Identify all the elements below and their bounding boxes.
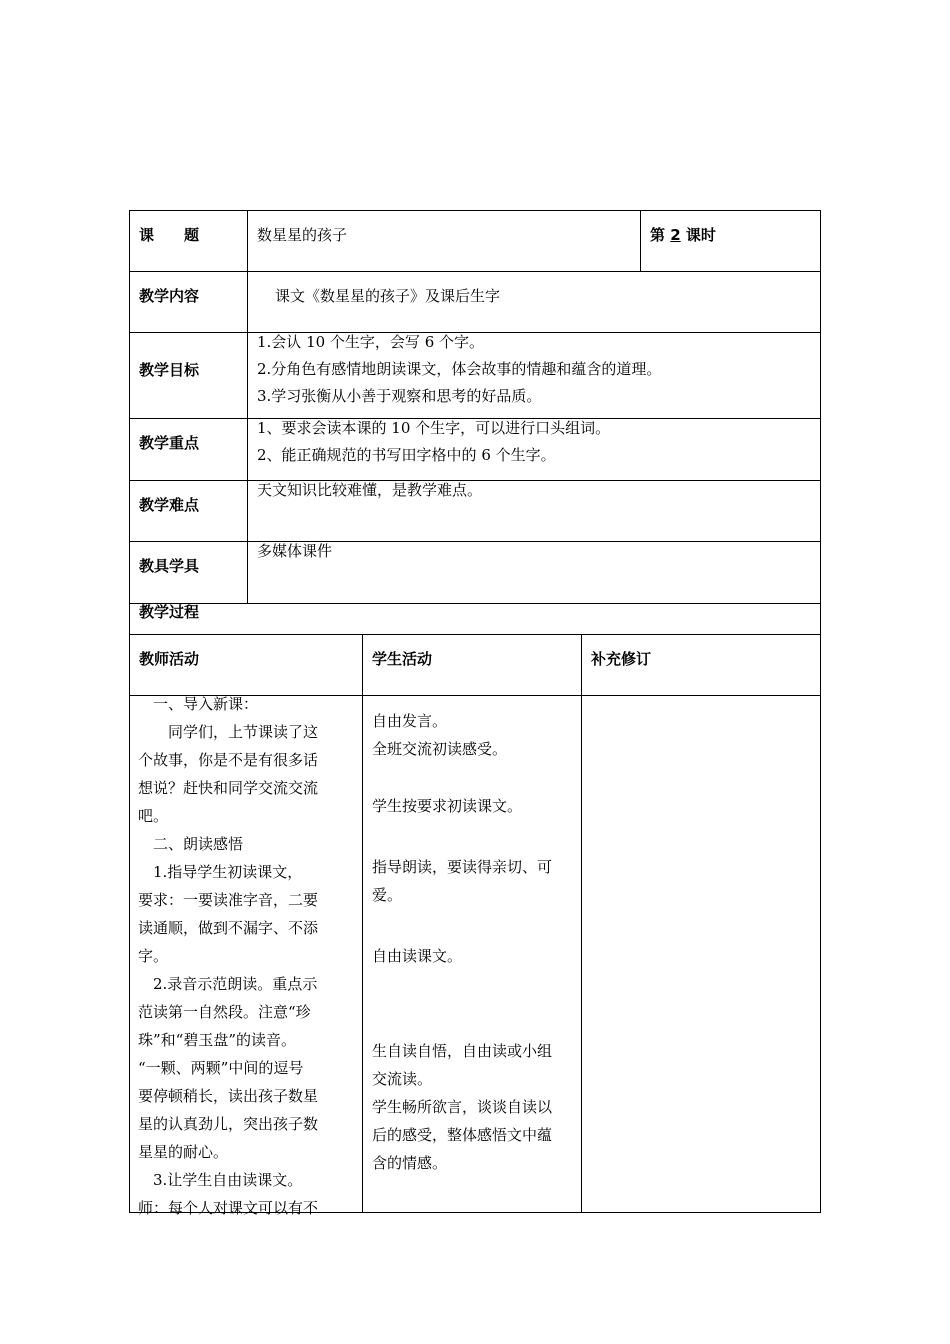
table-border (820, 210, 821, 1213)
student-item: 生自读自悟，自由读或小组 (372, 1042, 553, 1060)
notes-cell[interactable] (582, 696, 820, 1212)
content-label: 教学内容 (139, 287, 200, 305)
teacher-line: 个故事，你是不是有很多话 (138, 751, 319, 769)
student-item: 后的感受，整体感悟文中蕴 (372, 1126, 553, 1144)
table-border (129, 210, 821, 211)
col-notes-header: 补充修订 (591, 650, 652, 668)
table-border (129, 541, 821, 542)
student-item: 爱。 (372, 886, 403, 904)
table-border (247, 210, 248, 603)
teacher-line: 字。 (138, 947, 169, 965)
topic-label: 课 题 (139, 226, 200, 244)
teacher-line: 星的认真劲儿，突出孩子数 (138, 1115, 319, 1133)
goal-item: 3.学习张衡从小善于观察和思考的好品质。 (257, 387, 542, 405)
table-border (129, 271, 821, 272)
student-item: 学生按要求初读课文。 (372, 797, 523, 815)
topic-value: 数星星的孩子 (257, 226, 348, 244)
table-border (640, 210, 641, 271)
student-item: 全班交流初读感受。 (372, 740, 508, 758)
teacher-line: 3.让学生自由读课文。 (138, 1171, 303, 1189)
goal-item: 1.会认 10 个生字，会写 6 个字。 (257, 333, 485, 351)
difficulty-label: 教学难点 (139, 496, 200, 514)
student-item: 指导朗读，要读得亲切、可 (372, 858, 553, 876)
teacher-line: 师：每个人对课文可以有不 (138, 1199, 319, 1217)
teacher-line: 星星的耐心。 (138, 1143, 229, 1161)
col-teacher-header: 教师活动 (139, 650, 200, 668)
teacher-line: 同学们，上节课读了这 (138, 723, 319, 741)
teacher-line: 一、导入新课： (138, 695, 259, 713)
table-border (129, 210, 130, 1213)
teacher-line: 吧。 (138, 807, 169, 825)
student-item: 含的情感。 (372, 1154, 448, 1172)
teacher-line: 1.指导学生初读课文， (138, 863, 303, 881)
teacher-line: 范读第一自然段。注意“珍 (138, 1003, 311, 1021)
table-border (129, 603, 821, 604)
table-border (129, 634, 821, 635)
goal-item: 2.分角色有感情地朗读课文，体会故事的情趣和蕴含的道理。 (257, 360, 662, 378)
key-point-item: 2、能正确规范的书写田字格中的 6 个生字。 (257, 446, 556, 464)
key-point-item: 1、要求会读本课的 10 个生字，可以进行口头组词。 (257, 419, 611, 437)
key-points-label: 教学重点 (139, 434, 200, 452)
period-number: 2 (670, 226, 681, 244)
table-border (362, 634, 363, 1212)
col-student-header: 学生活动 (372, 650, 433, 668)
process-title: 教学过程 (139, 603, 200, 621)
period-suffix: 课时 (685, 226, 716, 244)
teacher-activity (138, 690, 356, 1222)
teacher-line: 想说？赶快和同学交流交流 (138, 779, 319, 797)
goals-label: 教学目标 (139, 361, 200, 379)
period-label (650, 226, 716, 244)
student-item: 自由读课文。 (372, 947, 463, 965)
content-value: 课文《数星星的孩子》及课后生字 (275, 287, 501, 305)
tools-value: 多媒体课件 (257, 542, 333, 560)
teacher-line: 珠”和“碧玉盘”的读音。 (138, 1031, 297, 1049)
teacher-line: 要求：一要读准字音，二要 (138, 891, 319, 909)
difficulty-value: 天文知识比较难懂，是教学难点。 (257, 481, 483, 499)
teacher-line: 二、朗读感悟 (138, 835, 244, 853)
teacher-line: “一颗、两颗”中间的逗号 (138, 1059, 304, 1077)
tools-label: 教具学具 (139, 557, 200, 575)
student-item: 学生畅所欲言，谈谈自读以 (372, 1098, 553, 1116)
student-item: 交流读。 (372, 1070, 433, 1088)
student-item: 自由发言。 (372, 712, 448, 730)
teacher-line: 读通顺，做到不漏字、不添 (138, 919, 319, 937)
teacher-line: 2.录音示范朗读。重点示 (138, 975, 318, 993)
teacher-line: 要停顿稍长，读出孩子数星 (138, 1087, 319, 1105)
period-prefix: 第 (650, 226, 666, 244)
